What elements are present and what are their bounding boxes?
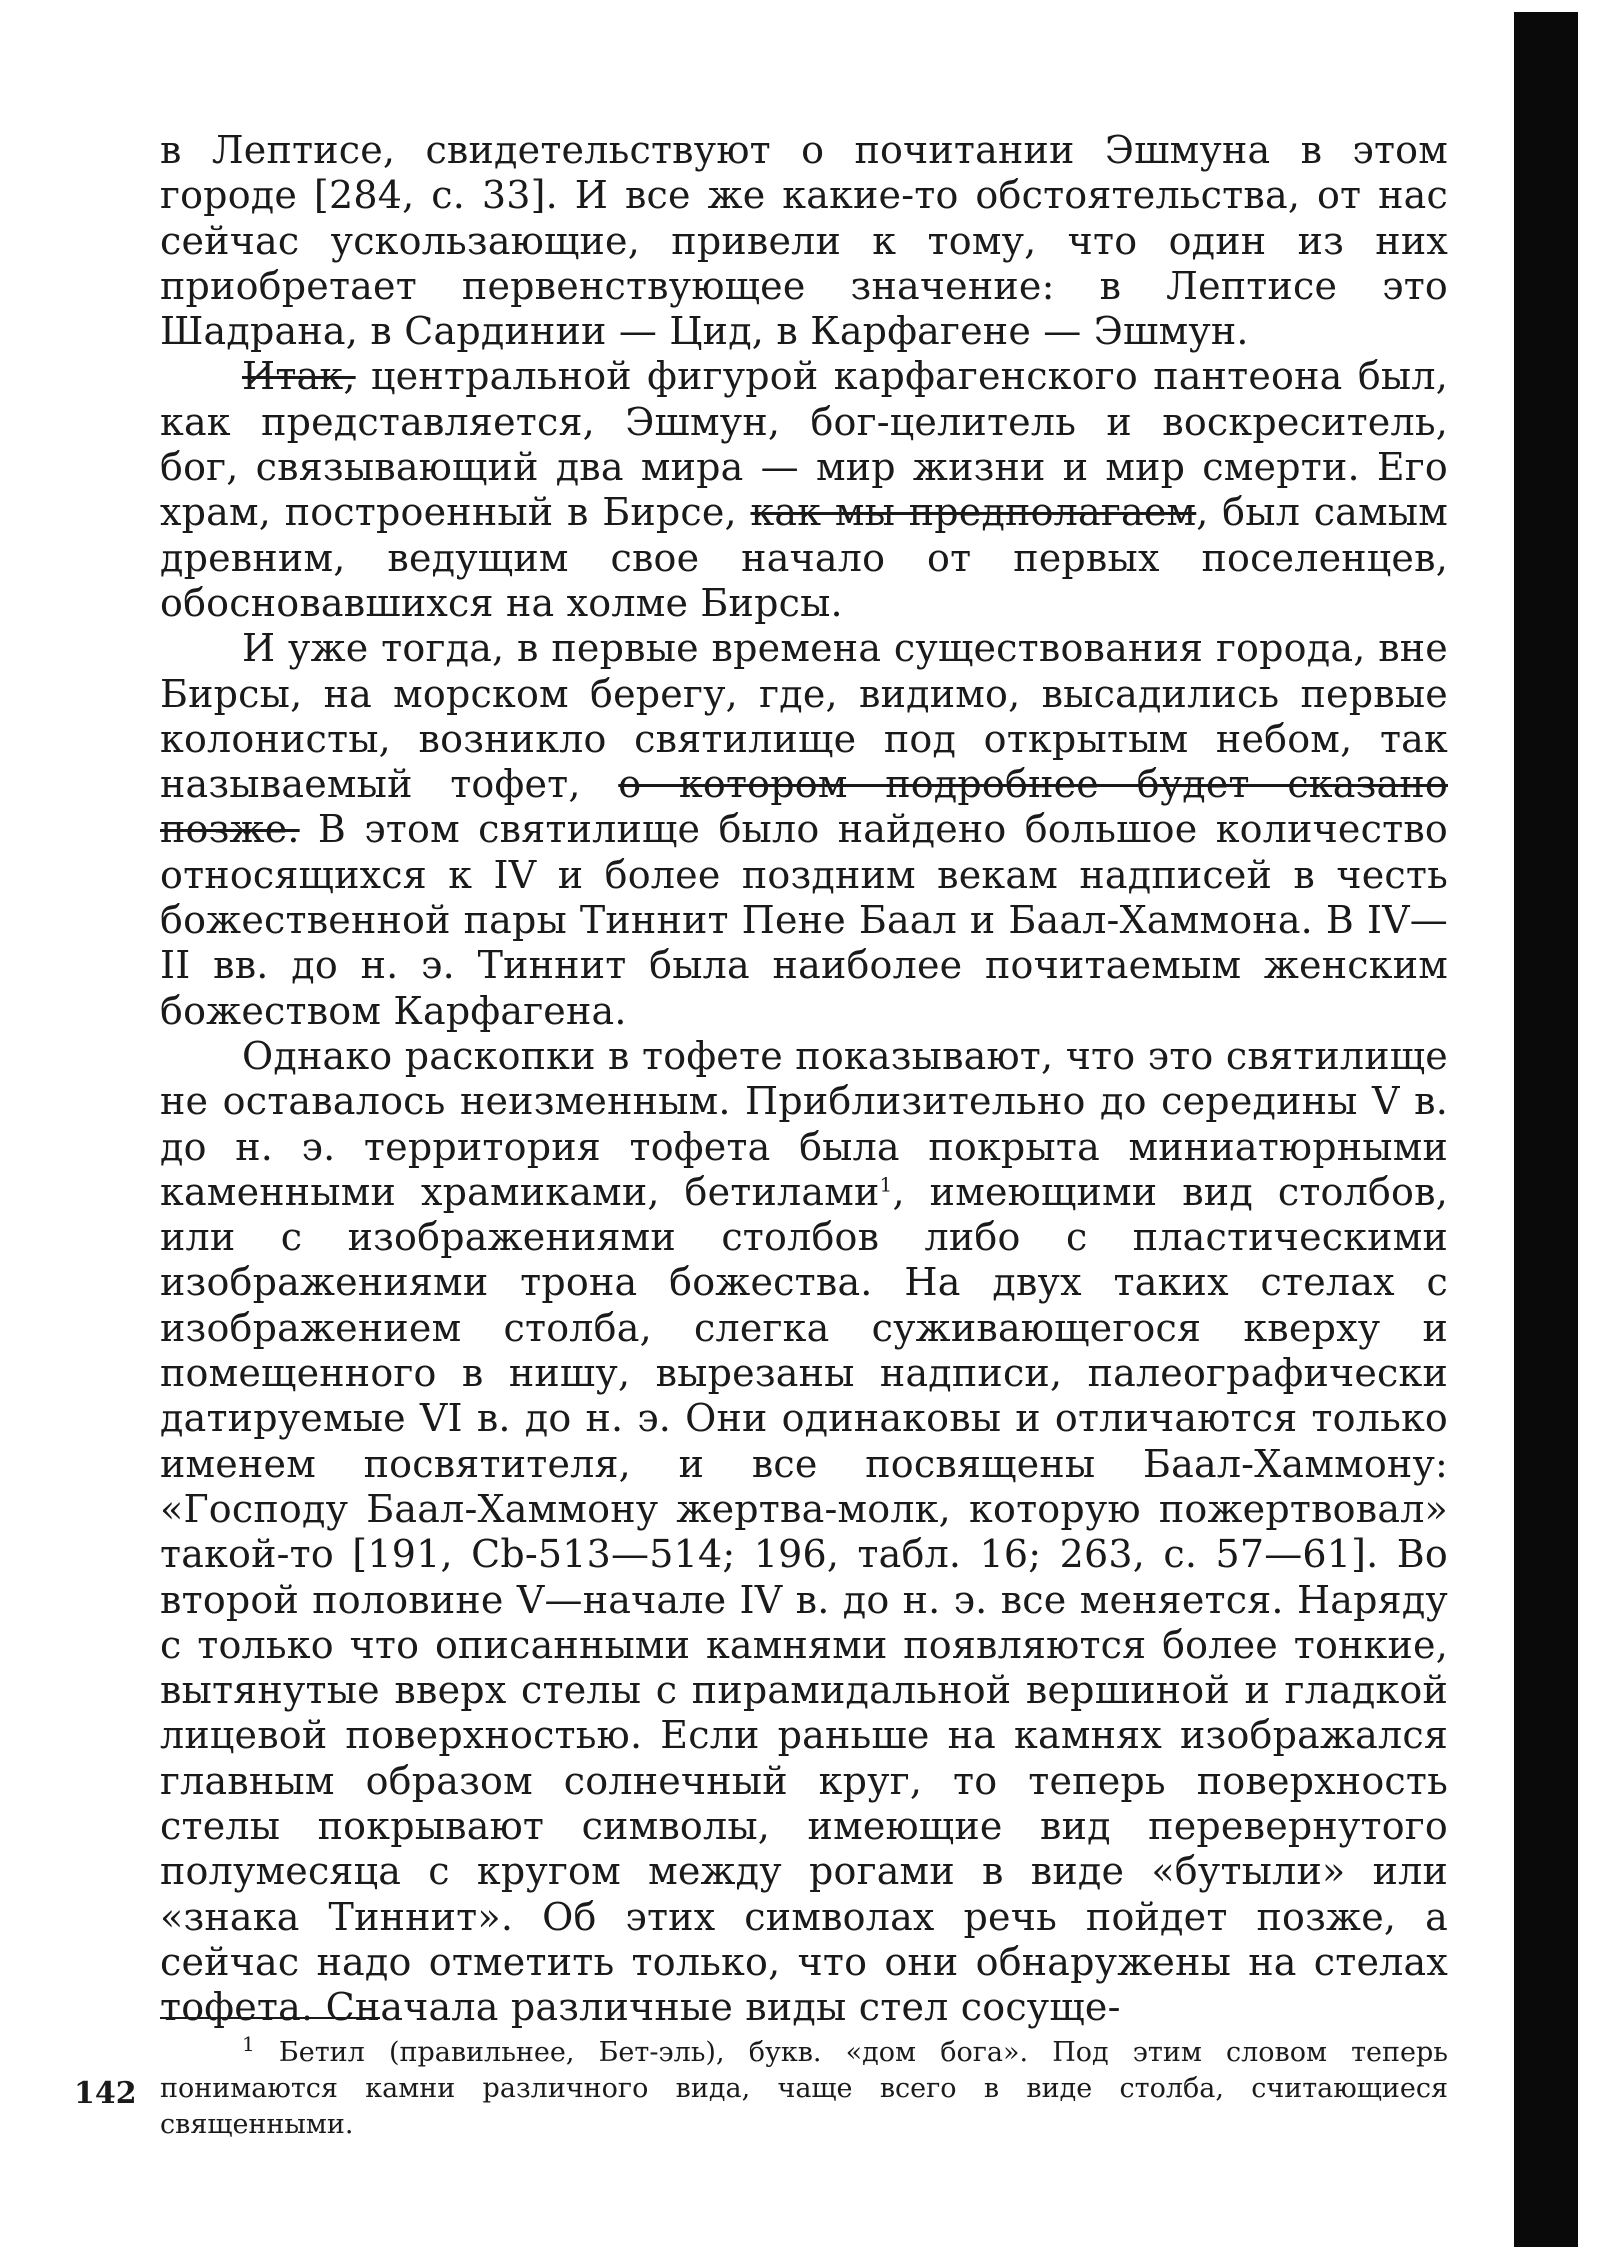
paragraph-4 bbox=[160, 1034, 1448, 2031]
footnote-text: Бетил (правильнее, Бет-эль), букв. «дом бога». Под этим словом теперь понимаются камни различного вида, чаще всего в виде столба, считающиеся священными. bbox=[160, 2037, 1448, 2140]
paragraph-2 bbox=[160, 354, 1448, 626]
struck-word-itak: Итак, bbox=[242, 354, 356, 399]
paragraph-3-text-a: И уже тогда, в первые времена существования города, вне Бирсы, на морском берегу, где, видимо, высадились первые колонисты, возникло святилище под открытым небом, так называемый тофет, bbox=[160, 626, 1448, 807]
page-number: 142 bbox=[74, 2076, 137, 2111]
paragraph-2-text-a: центральной фигурой карфагенского пантеона был, как представляется, Эшмун, бог-целитель и воскреситель, бог, связывающий два мира — мир жизни и мир смерти. Его храм, построенный в Бирсе, bbox=[160, 354, 1448, 535]
scan-page-edge bbox=[1514, 12, 1578, 2247]
footnote-mark: 1 bbox=[242, 2032, 255, 2056]
footnote-reference: 1 bbox=[879, 1172, 893, 1197]
paragraph-2-text-b: , был самым древним, ведущим свое начало от первых поселенцев, обосновавшихся на холме Бирсы. bbox=[160, 490, 1448, 625]
paragraph-3 bbox=[160, 626, 1448, 1034]
paragraph-4-text-b: , имеющими вид столбов, или с изображениями столбов либо с пластическими изображениями трона божества. На двух таких стелах с изображением столба, слегка суживающегося кверху и помещенного в нишу, вырезаны надписи, палеографически датируемые VI в. до н. э. Они одинаковы и отличаются только именем посвятителя, и все посвящены Баал-Хаммону: «Господу Баал-Хаммону жертва-молк, которую пожертвовал» такой-то [191, Cb-513—514; 196, табл. 16; 263, с. 57—61]. Во второй половине V—начале IV в. до н. э. все меняется. Наряду с только что описанными камнями появляются более тонкие, вытянутые вверх стелы с пирамидальной вершиной и гладкой лицевой поверхностью. Если раньше на камнях изображался главным образом солнечный круг, то теперь поверхность стелы покрывают символы, имеющие вид перевернутого полумесяца с кругом между рогами в виде «бутыли» или «знака Тиннит». Об этих символах речь пойдет позже, а сейчас надо отметить только, что они обнаружены на стелах тофета. Сначала различные виды стел сосуще- bbox=[160, 1169, 1448, 2030]
struck-phrase-assumption: как мы предполагаем bbox=[750, 490, 1197, 535]
struck-phrase-later: о котором подробнее будет сказано позже. bbox=[160, 762, 1448, 852]
footnote-divider bbox=[160, 2017, 380, 2019]
footnote bbox=[160, 2032, 1448, 2143]
body-text bbox=[160, 128, 1448, 2030]
paragraph-1 bbox=[160, 128, 1448, 354]
paragraph-3-text-b: В этом святилище было найдено большое количество относящихся к IV и более поздним векам надписей в честь божественной пары Тиннит Пене Баал и Баал-Хаммона. В IV—II вв. до н. э. Тиннит была наиболее почитаемым женским божеством Карфагена. bbox=[160, 807, 1448, 1033]
paragraph-1-text: в Лептисе, свидетельствуют о почитании Эшмуна в этом городе [284, с. 33]. И все же какие-то обстоятельства, от нас сейчас ускользающие, привели к тому, что один из них приобретает первенствующее значение: в Лептисе это Шадрана, в Сардинии — Цид, в Карфагене — Эшмун. bbox=[160, 128, 1448, 354]
paragraph-4-text-a: Однако раскопки в тофете показывают, что это святилище не оставалось неизменным. Приблизительно до середины V в. до н. э. территория тофета была покрыта миниатюрными каменными храмиками, бетилами bbox=[160, 1033, 1448, 1214]
